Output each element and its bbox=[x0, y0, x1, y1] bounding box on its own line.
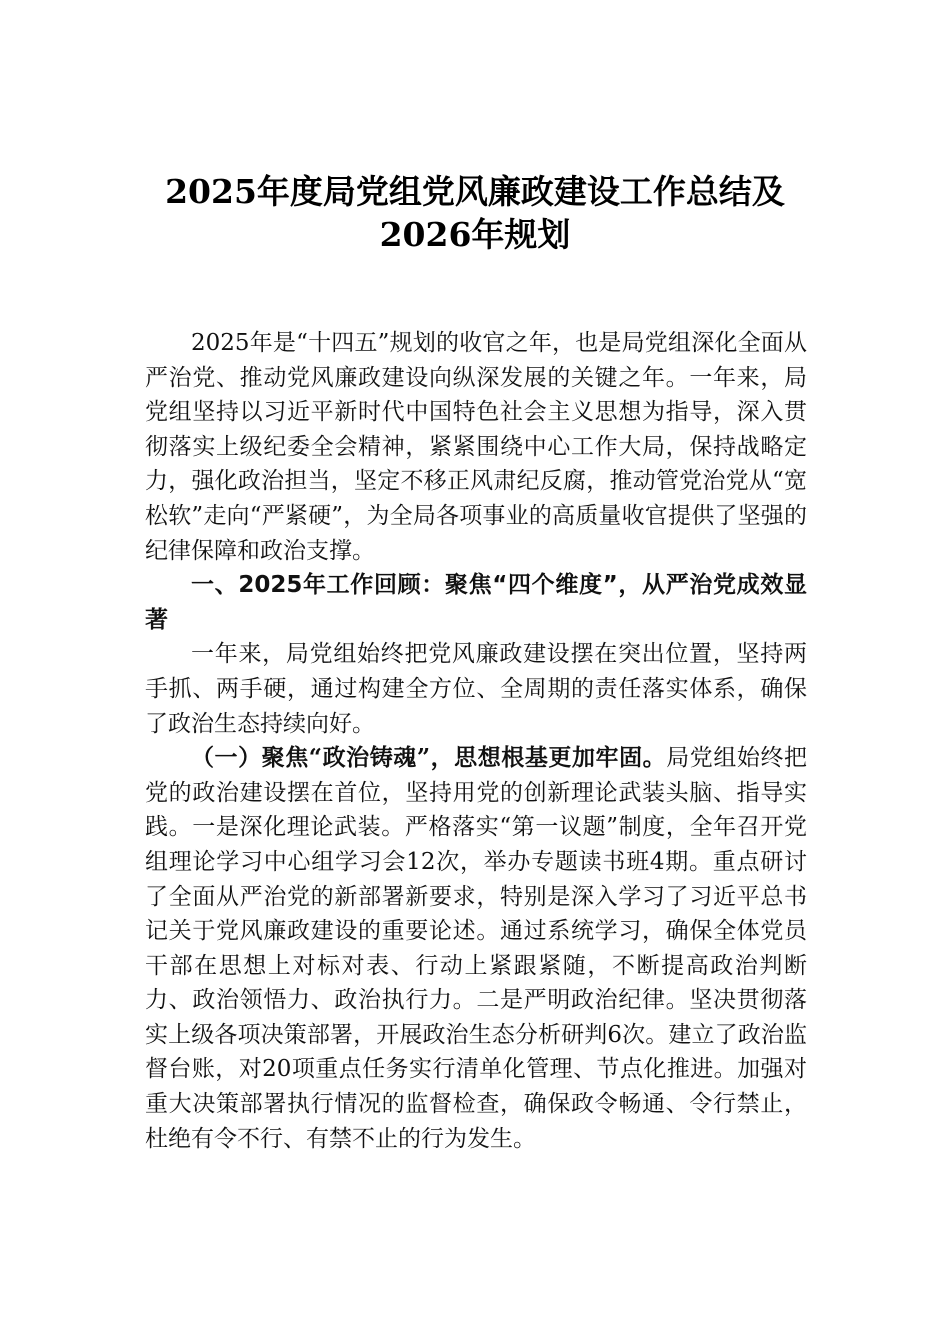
document-title-line-2: 2026年规划 bbox=[379, 215, 571, 254]
section-heading-1: 一、2025年工作回顾：聚焦“四个维度”，从严治党成效显著 bbox=[145, 572, 807, 633]
subsection-1-heading: （一）聚焦“政治铸魂”，思想根基更加牢固。 bbox=[191, 744, 667, 772]
document-body bbox=[145, 326, 807, 1156]
subsection-1-text: 局党组始终把党的政治建设摆在首位，坚持用党的创新理论武装头脑、指导实践。一是深化理论武装。严格落实“第一议题”制度，全年召开党组理论学习中心组学习会12次，举办专题读书班4期。重点研讨了全面从严治党的新部署新要求，特别是深入学习了习近平总书记关于党风廉政建设的重要论述。通过系统学习，确保全体党员干部在思想上对标对表、行动上紧跟紧随，不断提高政治判断力、政治领悟力、政治执行力。二是严明政治纪律。坚决贯彻落实上级各项决策部署，开展政治生态分析研判6次。建立了政治监督台账，对20项重点任务实行清单化管理、节点化推进。加强对重大决策部署执行情况的监督检查，确保政令畅通、令行禁止，杜绝有令不行、有禁不止的行为发生。 bbox=[145, 745, 807, 1152]
intro-paragraph: 2025年是“十四五”规划的收官之年，也是局党组深化全面从严治党、推动党风廉政建设向纵深发展的关键之年。一年来，局党组坚持以习近平新时代中国特色社会主义思想为指导，深入贯彻落实上级纪委全会精神，紧紧围绕中心工作大局，保持战略定力，强化政治担当，坚定不移正风肃纪反腐，推动管党治党从“宽松软”走向“严紧硬”，为全局各项事业的高质量收官提供了坚强的纪律保障和政治支撑。 bbox=[145, 330, 807, 564]
document-title-line-1: 2025年度局党组党风廉政建设工作总结及 bbox=[165, 172, 785, 211]
section-1-intro-paragraph: 一年来，局党组始终把党风廉政建设摆在突出位置，坚持两手抓、两手硬，通过构建全方位、全周期的责任落实体系，确保了政治生态持续向好。 bbox=[145, 641, 807, 737]
subsection-1-paragraph bbox=[145, 741, 807, 1156]
